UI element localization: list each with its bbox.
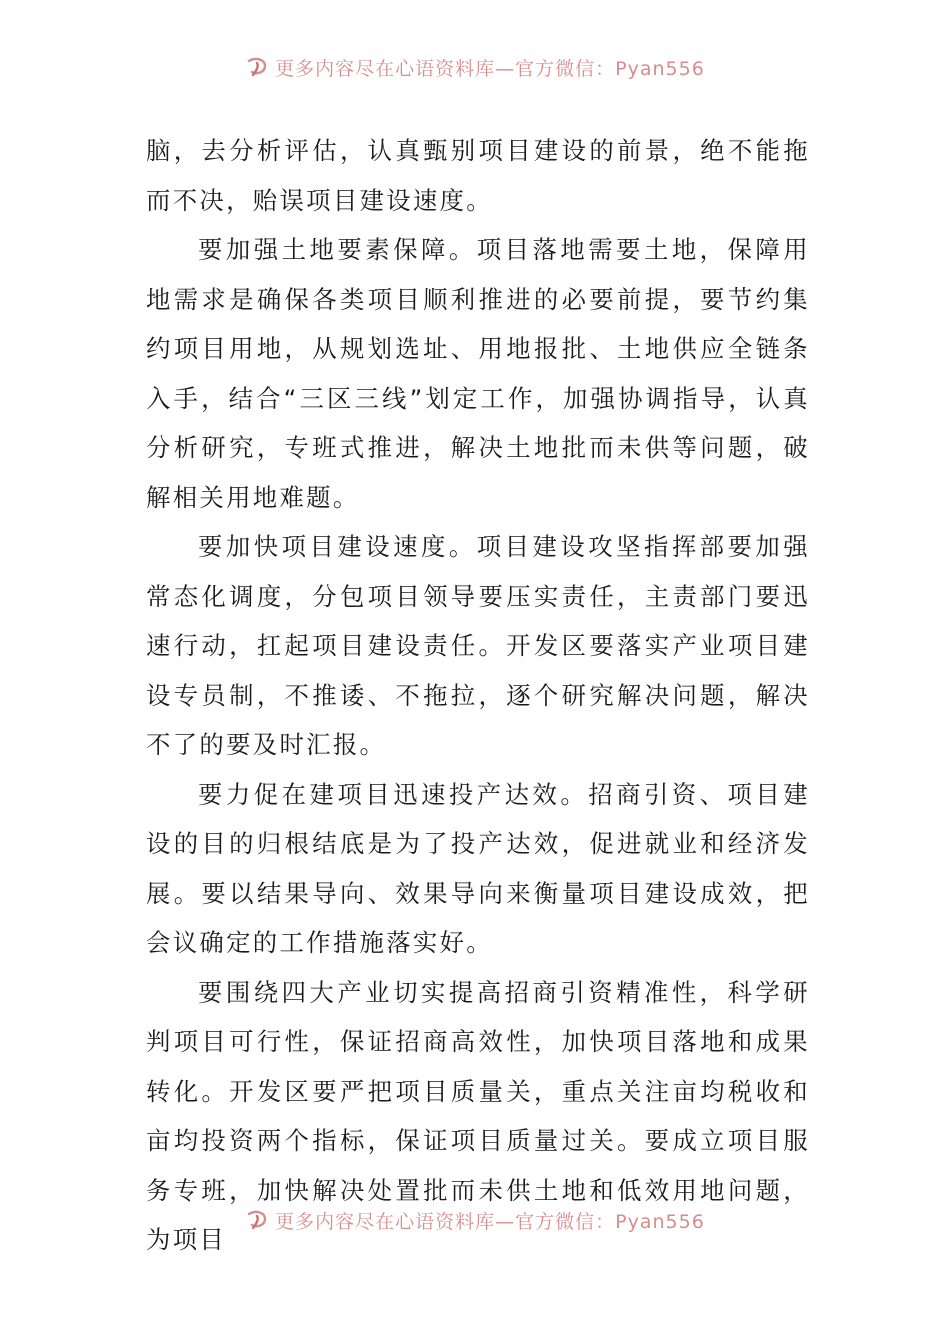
header-watermark — [0, 52, 950, 82]
footer-watermark — [0, 1205, 950, 1235]
swirl-logo-icon — [245, 1208, 269, 1232]
paragraph-5: 要围绕四大产业切实提高招商引资精准性，科学研判项目可行性，保证招商高效性，加快项目落地和成果转化。开发区要严把项目质量关，重点关注亩均税收和亩均投资两个指标，保证项目质量过关。要成立项目服务专班，加快解决处置批而未供土地和低效用地问题，为项目 — [146, 977, 810, 1254]
paragraph-4: 要力促在建项目迅速投产达效。招商引资、项目建设的目的归根结底是为了投产达效，促进就业和经济发展。要以结果导向、效果导向来衡量项目建设成效，把会议确定的工作措施落实好。 — [146, 779, 810, 957]
document-body — [146, 126, 810, 1265]
swirl-logo-icon — [245, 55, 269, 79]
watermark-text: 更多内容尽在心语资料库—官方微信：Pyan556 — [275, 1210, 705, 1233]
paragraph-1: 脑，去分析评估，认真甄别项目建设的前景，绝不能拖而不决，贻误项目建设速度。 — [146, 136, 810, 215]
paragraph-2: 要加强土地要素保障。项目落地需要土地，保障用地需求是确保各类项目顺利推进的必要前提，要节约集约项目用地，从规划选址、用地报批、土地供应全链条入手，结合“三区三线”划定工作，加强协调指导，认真分析研究，专班式推进，解决土地批而未供等问题，破解相关用地难题。 — [146, 235, 810, 512]
paragraph-3: 要加快项目建设速度。项目建设攻坚指挥部要加强常态化调度，分包项目领导要压实责任，主责部门要迅速行动，扛起项目建设责任。开发区要落实产业项目建设专员制，不推诿、不拖拉，逐个研究解决问题，解决不了的要及时汇报。 — [146, 532, 810, 759]
watermark-text: 更多内容尽在心语资料库—官方微信：Pyan556 — [275, 57, 705, 80]
